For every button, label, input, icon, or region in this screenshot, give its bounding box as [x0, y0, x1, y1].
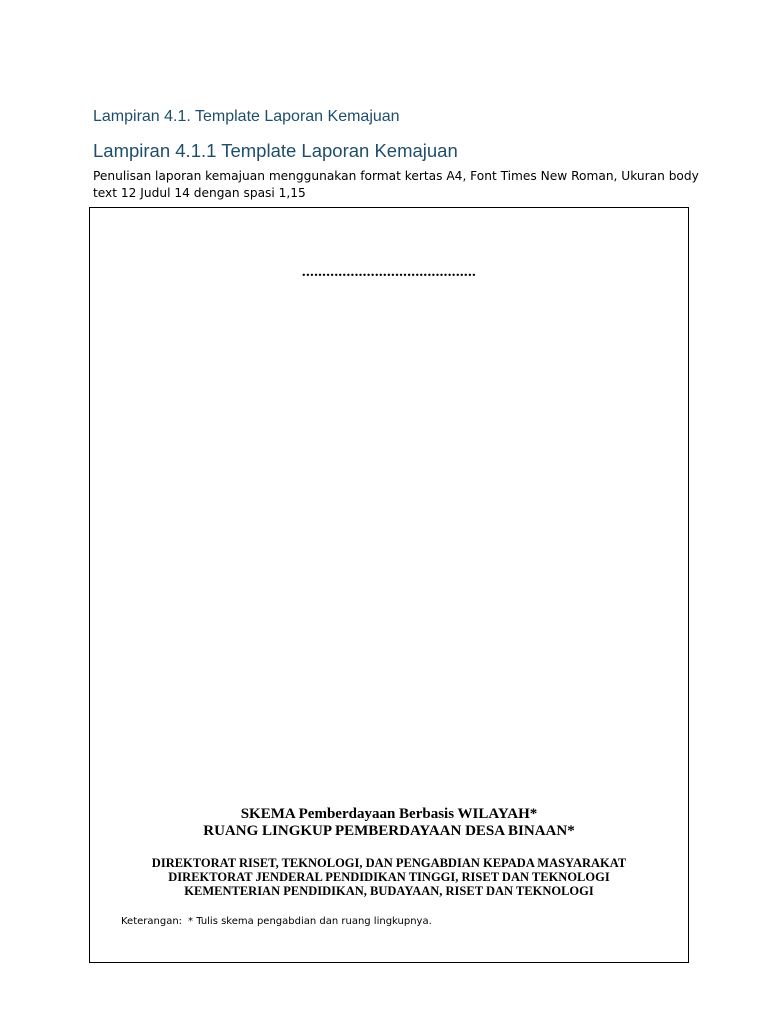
template-frame [89, 207, 689, 963]
note-text: * Tulis skema pengabdian dan ruang lingkupnya. [188, 916, 432, 927]
skema-line: SKEMA Pemberdayaan Berbasis WILAYAH* [240, 806, 538, 822]
ministry-line: KEMENTERIAN PENDIDIKAN, BUDAYAAN, RISET DAN TEKNOLOGI [184, 884, 594, 898]
intro-line-1: Penulisan laporan kemajuan menggunakan format kertas A4, Font Times New Roman, Ukuran body [93, 169, 699, 183]
note-label: Keterangan: [121, 916, 183, 927]
intro-line-2: text 12 Judul 14 dengan spasi 1,15 [93, 186, 306, 200]
directorate-general-line: DIREKTORAT JENDERAL PENDIDIKAN TINGGI, RISET DAN TEKNOLOGI [168, 870, 610, 884]
directorate-line: DIREKTORAT RISET, TEKNOLOGI, DAN PENGABDIAN KEPADA MASYARAKAT [151, 856, 627, 870]
skema-block [90, 806, 688, 840]
title-placeholder: ........................................... [301, 264, 477, 280]
scope-line: RUANG LINGKUP PEMBERDAYAAN DESA BINAAN* [203, 823, 575, 839]
sub-appendix-heading: Lampiran 4.1.1 Template Laporan Kemajuan [93, 140, 458, 161]
appendix-heading: Lampiran 4.1. Template Laporan Kemajuan [93, 108, 400, 125]
directorate-block [90, 856, 688, 898]
note [121, 916, 432, 927]
intro-paragraph [93, 168, 699, 202]
